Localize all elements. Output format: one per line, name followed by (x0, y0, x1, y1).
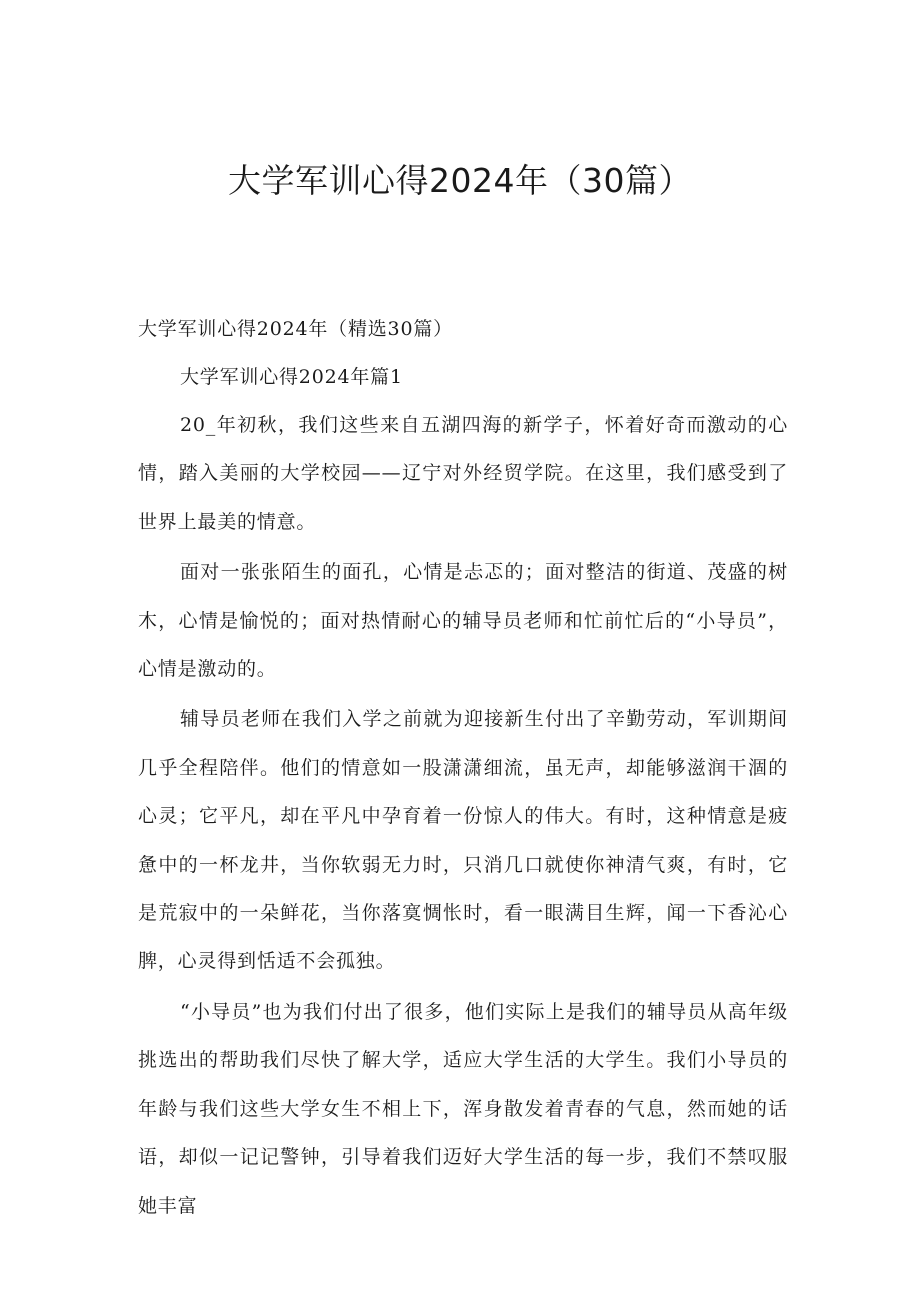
paragraph: 辅导员老师在我们入学之前就为迎接新生付出了辛勤劳动，军训期间几乎全程陪伴。他们的情意如一股潇潇细流，虽无声，却能够滋润干涸的心灵；它平凡，却在平凡中孕育着一份惊人的伟大。有时，这种情意是疲惫中的一杯龙井，当你软弱无力时，只消几口就使你神清气爽，有时，它是荒寂中的一朵鲜花，当你落寞惆怅时，看一眼满目生辉，闻一下香沁心脾，心灵得到恬适不会孤独。 (138, 708, 788, 973)
document-body (138, 305, 788, 1232)
paragraph: 20_年初秋，我们这些来自五湖四海的新学子，怀着好奇而激动的心情，踏入美丽的大学校园——辽宁对外经贸学院。在这里，我们感受到了世界上最美的情意。 (138, 414, 788, 533)
document-title: 大学军训心得2024年（30篇） (228, 161, 692, 200)
paragraph: 面对一张张陌生的面孔，心情是忐忑的；面对整洁的街道、茂盛的树木，心情是愉悦的；面对热情耐心的辅导员老师和忙前忙后的“小导员”，心情是激动的。 (138, 561, 788, 681)
section-heading: 大学军训心得2024年篇1 (180, 366, 403, 388)
paragraph: “小导员”也为我们付出了很多，他们实际上是我们的辅导员从高年级挑选出的帮助我们尽快了解大学，适应大学生活的大学生。我们小导员的年龄与我们这些大学女生不相上下，浑身散发着青春的气息，然而她的话语，却似一记记警钟，引导着我们迈好大学生活的每一步，我们不禁叹服她丰富 (138, 1000, 788, 1217)
document-subtitle: 大学军训心得2024年（精选30篇） (138, 318, 453, 340)
